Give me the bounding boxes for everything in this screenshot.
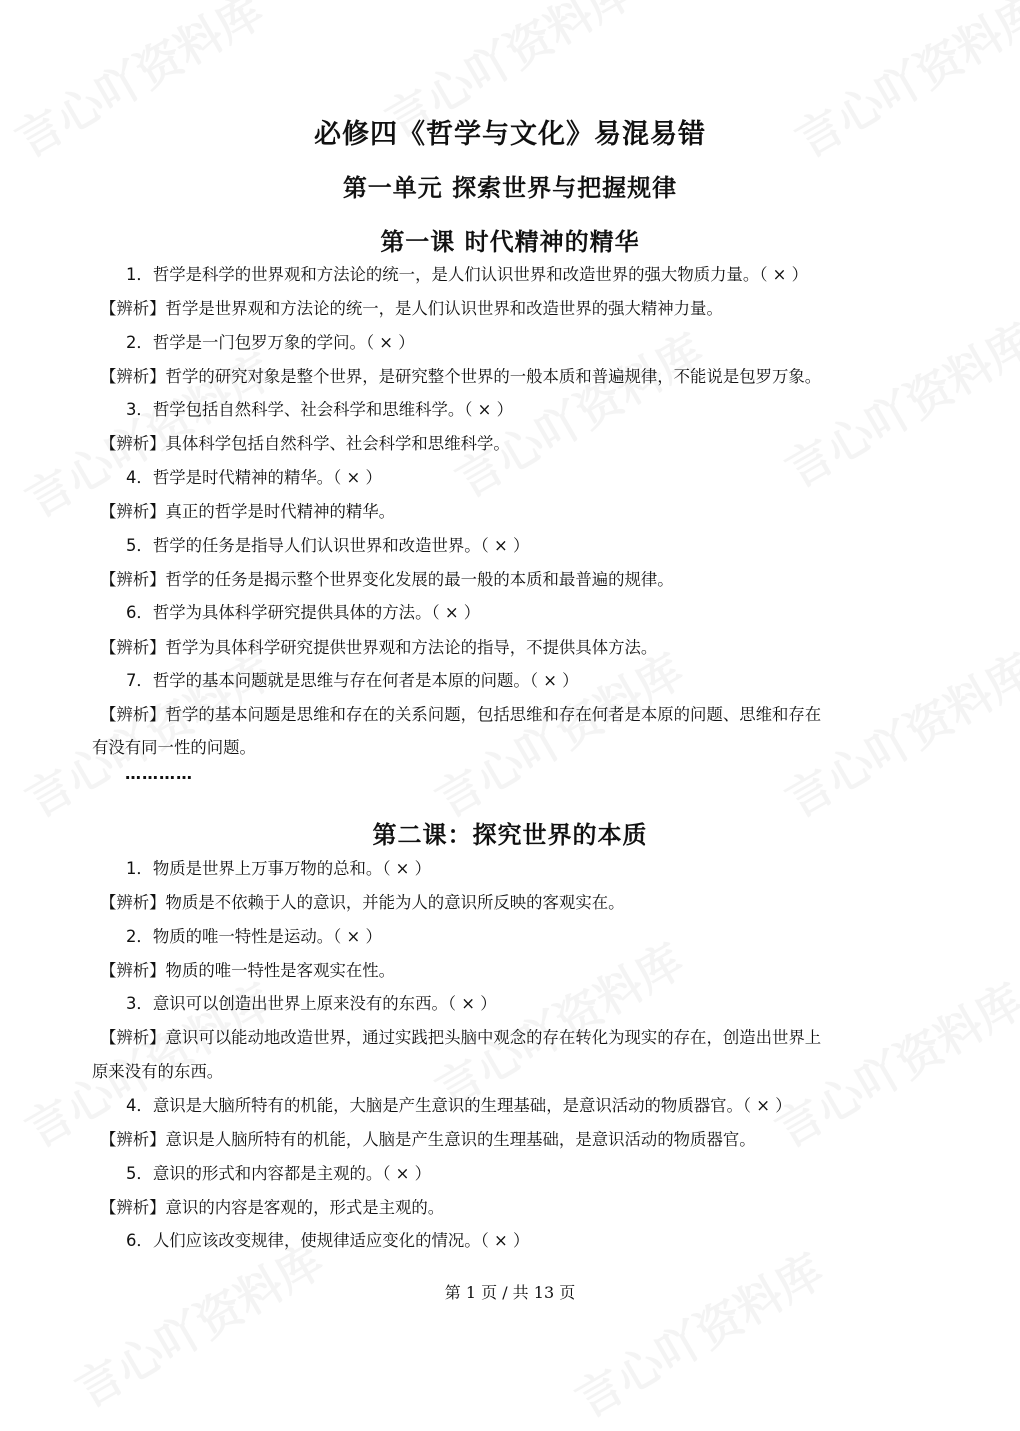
- lesson2-analysis-continued: 原来没有的东西。: [92, 1062, 224, 1081]
- lesson1-question: 5．哲学的任务是指导人们认识世界和改造世界。（ × ）: [126, 536, 530, 555]
- watermark: [762, 965, 1020, 1160]
- lesson2-question: 3．意识可以创造出世界上原来没有的东西。（ × ）: [126, 994, 497, 1013]
- lesson2-question: 4．意识是大脑所特有的机能，大脑是产生意识的生理基础，是意识活动的物质器官。（ × ）: [126, 1096, 792, 1115]
- lesson2-analysis: 【辨析】意识是人脑所特有的机能，人脑是产生意识的生理基础，是意识活动的物质器官。: [100, 1130, 756, 1149]
- watermark: [772, 635, 1020, 830]
- lesson2-analysis: 【辨析】意识的内容是客观的，形式是主观的。: [100, 1198, 445, 1217]
- watermark: [562, 1235, 834, 1430]
- lesson1-analysis: 【辨析】哲学的研究对象是整个世界，是研究整个世界的一般本质和普遍规律，不能说是包罗万象。: [100, 367, 822, 386]
- lesson1-analysis: 【辨析】哲学是世界观和方法论的统一，是人们认识世界和改造世界的强大精神力量。: [100, 299, 723, 318]
- lesson1-analysis: 【辨析】哲学为具体科学研究提供世界观和方法论的指导，不提供具体方法。: [100, 638, 658, 657]
- lesson1-analysis: 【辨析】哲学的任务是揭示整个世界变化发展的最一般的本质和最普遍的规律。: [100, 570, 674, 589]
- lesson2-question: 2．物质的唯一特性是运动。（ × ）: [126, 927, 382, 946]
- lesson1-question: 2．哲学是一门包罗万象的学问。（ × ）: [126, 333, 415, 352]
- lesson1-question: 7．哲学的基本问题就是思维与存在何者是本原的问题。（ × ）: [126, 671, 579, 690]
- lesson1-question: 3．哲学包括自然科学、社会科学和思维科学。（ × ）: [126, 400, 513, 419]
- lesson2-analysis: 【辨析】物质是不依赖于人的意识，并能为人的意识所反映的客观实在。: [100, 893, 625, 912]
- lesson1-analysis: 【辨析】具体科学包括自然科学、社会科学和思维科学。: [100, 434, 510, 453]
- lesson1-analysis: 【辨析】哲学的基本问题是思维和存在的关系问题，包括思维和存在何者是本原的问题、思维和存在: [100, 705, 822, 724]
- lesson2-question: 1．物质是世界上万事万物的总和。（ × ）: [126, 859, 432, 878]
- lesson1-question: 1．哲学是科学的世界观和方法论的统一，是人们认识世界和改造世界的强大物质力量。（ × ）: [126, 265, 809, 284]
- lesson2-analysis: 【辨析】物质的唯一特性是客观实在性。: [100, 961, 396, 980]
- lesson1-question: 4．哲学是时代精神的精华。（ × ）: [126, 468, 382, 487]
- lesson1-title: 第一课 时代精神的精华: [380, 228, 640, 256]
- lesson1-question: 6．哲学为具体科学研究提供具体的方法。（ × ）: [126, 603, 481, 622]
- lesson2-question: 6．人们应该改变规律，使规律适应变化的情况。（ × ）: [126, 1231, 530, 1250]
- unit-title: 第一单元 探索世界与把握规律: [342, 174, 678, 202]
- lesson2-analysis: 【辨析】意识可以能动地改造世界，通过实践把头脑中观念的存在转化为现实的存在，创造出世界上: [100, 1028, 822, 1047]
- page-footer: 第 1 页 / 共 13 页: [444, 1283, 576, 1302]
- lesson1-analysis: 【辨析】真正的哲学是时代精神的精华。: [100, 502, 396, 521]
- lesson2-title: 第二课：探究世界的本质: [372, 821, 648, 849]
- lesson1-analysis-continued: 有没有同一性的问题。: [92, 738, 256, 757]
- lesson2-question: 5．意识的形式和内容都是主观的。（ × ）: [126, 1164, 432, 1183]
- ellipsis: …………: [125, 764, 193, 783]
- document-title: 必修四《哲学与文化》易混易错: [314, 119, 706, 150]
- watermark: [772, 305, 1020, 500]
